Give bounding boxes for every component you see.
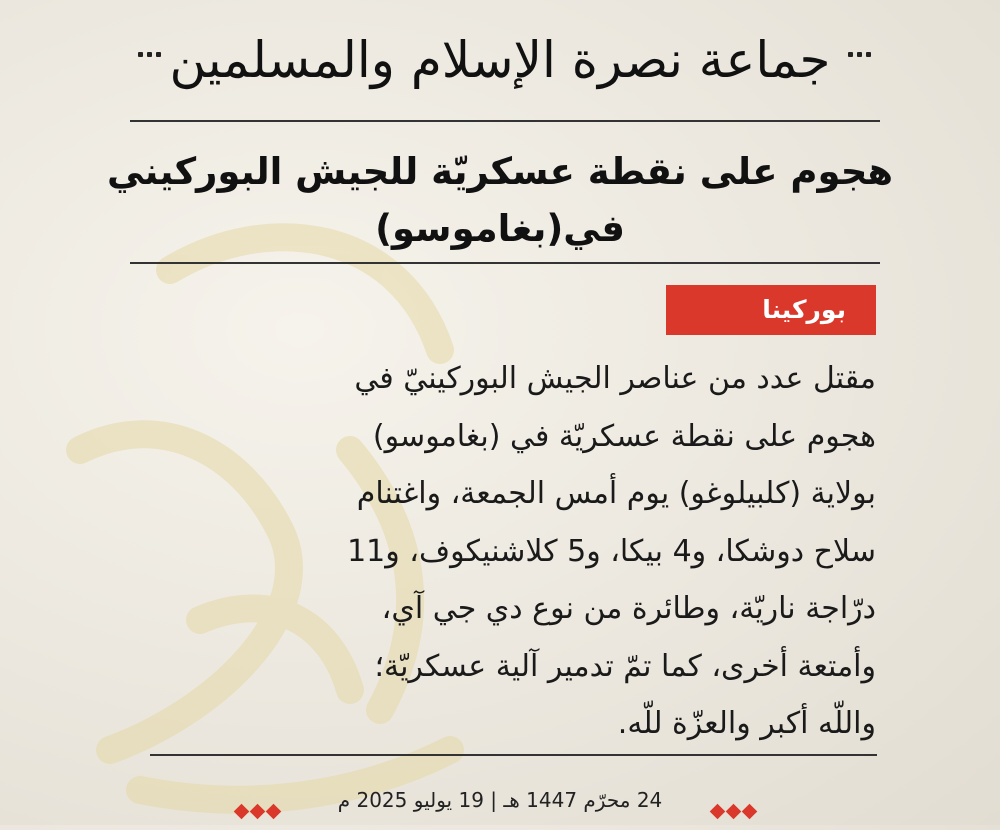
title-line-1: هجوم على نقطة عسكريّة للجيش البوركيني xyxy=(106,150,894,193)
footer-divider xyxy=(150,754,877,756)
decorative-diamonds-right xyxy=(712,806,755,817)
organization-logo: جماعة نصرة الإسلام والمسلمين xyxy=(169,31,831,89)
body-line: هجوم على نقطة عسكريّة في (بغاموسو) xyxy=(372,418,876,454)
statement-body xyxy=(160,350,876,753)
publication-date: 24 محرّم 1447 هـ | 19 يوليو 2025 م xyxy=(337,788,663,812)
body-line: درّاجة ناريّة، وطائرة من نوع دي جي آي، xyxy=(381,591,876,626)
region-badge: بوركينا xyxy=(666,285,876,335)
header-divider xyxy=(130,120,880,122)
body-line: واللّه أكبر والعزّة للّه. xyxy=(617,706,876,741)
decorative-diamonds-left xyxy=(236,806,279,817)
body-line: بولاية (كلبيلوغو) يوم أمس الجمعة، واغتنام xyxy=(356,476,876,511)
body-line: سلاح دوشكا، و4 بيكا، و5 كلاشنيكوف، و11 xyxy=(347,533,876,569)
page-title xyxy=(60,143,940,257)
body-line: مقتل عدد من عناصر الجيش البوركينيّ في xyxy=(354,361,876,396)
title-line-2: في(بغاموسو) xyxy=(375,207,625,250)
body-line: وأمتعة أخرى، كما تمّ تدمير آلية عسكريّة؛ xyxy=(374,648,876,684)
title-divider xyxy=(130,262,880,264)
